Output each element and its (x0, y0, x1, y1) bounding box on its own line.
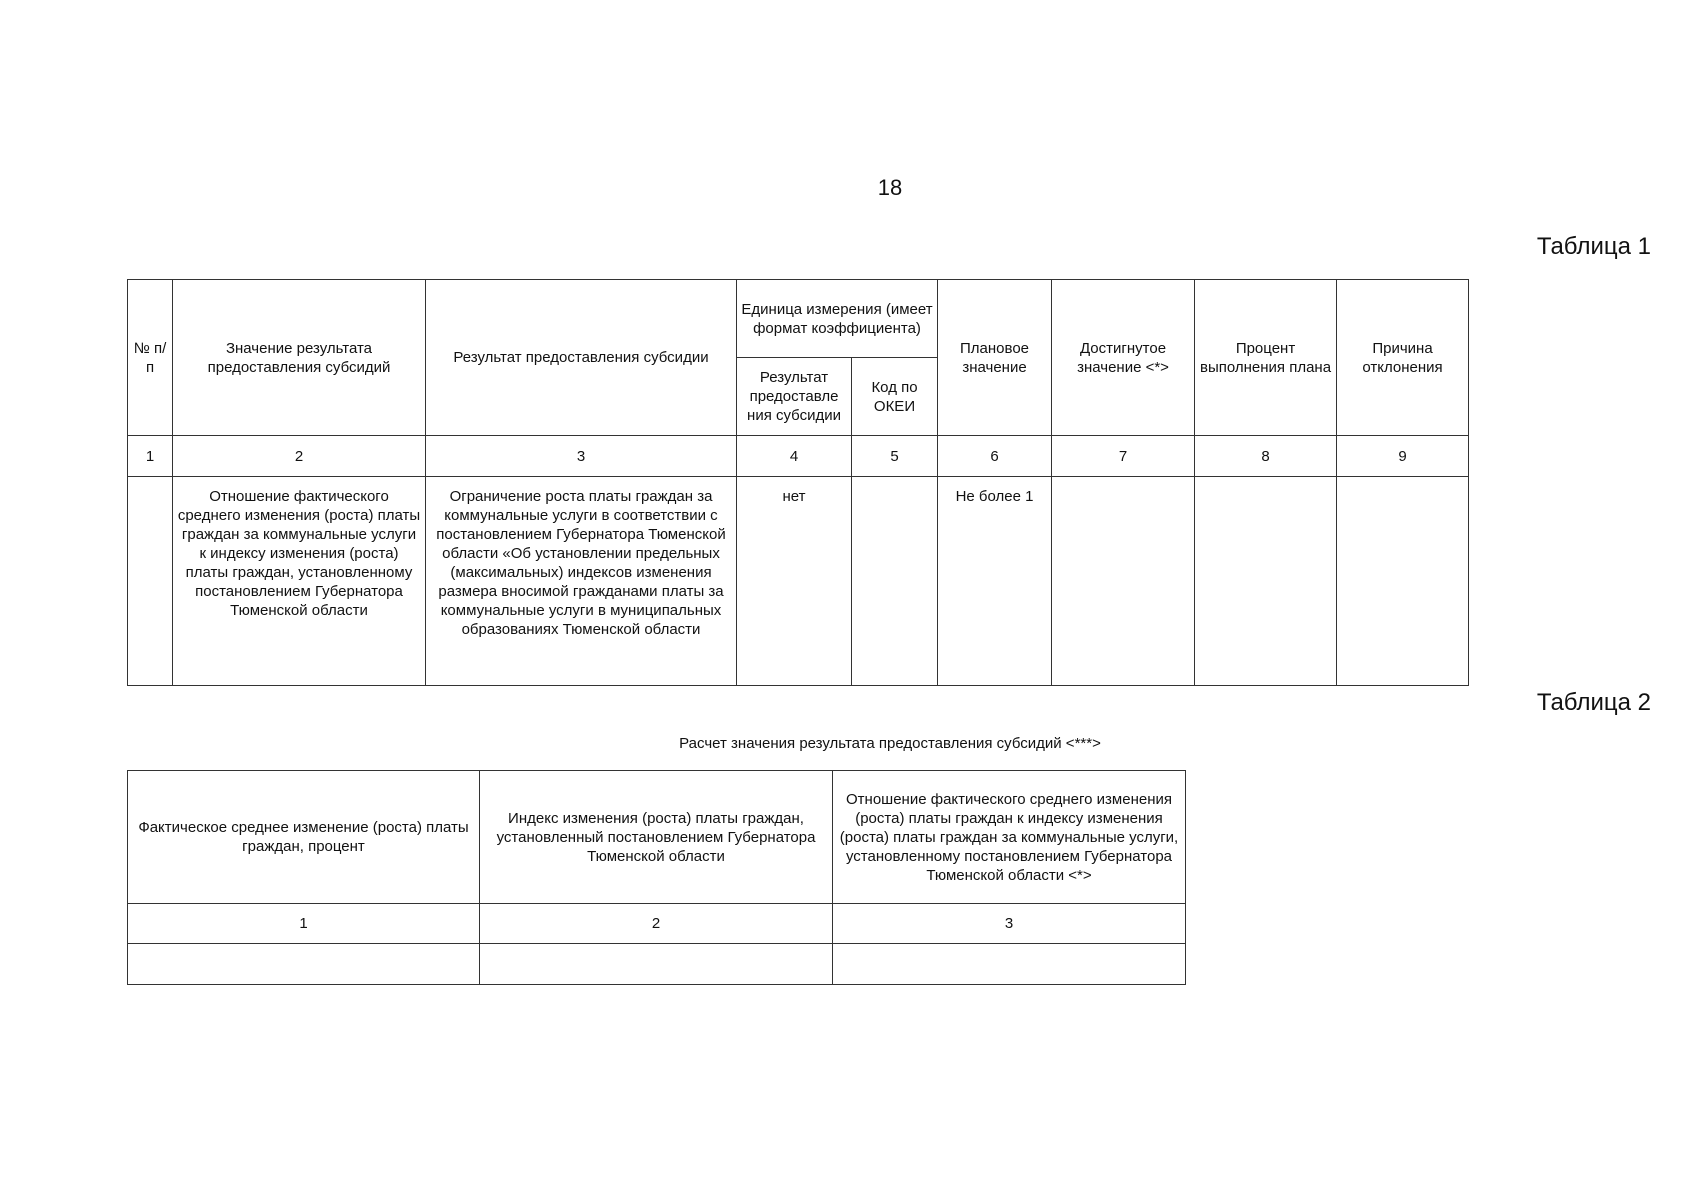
table2-cell (480, 944, 833, 985)
column-number: 8 (1195, 436, 1337, 477)
table2-cell (833, 944, 1186, 985)
column-number: 2 (480, 904, 833, 944)
header-reason: Причина отклонения (1337, 280, 1469, 436)
column-number: 2 (173, 436, 426, 477)
header-achieved: Достигнутое значение <*> (1052, 280, 1195, 436)
cell-unit-result: нет (737, 477, 852, 686)
cell-percent (1195, 477, 1337, 686)
column-number: 4 (737, 436, 852, 477)
table2-cell (128, 944, 480, 985)
header-unit: Единица измерения (имеет формат коэффициента) (737, 280, 938, 358)
table2-title: Расчет значения результата предоставления субсидий <***> (679, 735, 1101, 752)
table-row (128, 477, 1469, 686)
table2-header-row (128, 771, 1186, 904)
column-number: 6 (938, 436, 1052, 477)
cell-num (128, 477, 173, 686)
cell-unit-okei (852, 477, 938, 686)
table2-column-numbers-row (128, 904, 1186, 944)
header-plan: Плановое значение (938, 280, 1052, 436)
header-num: № п/п (128, 280, 173, 436)
header-value: Значение результата предоставления субсидий (173, 280, 426, 436)
table1-caption: Таблица 1 (1536, 233, 1651, 260)
column-number: 9 (1337, 436, 1469, 477)
column-number: 5 (852, 436, 938, 477)
cell-value: Отношение фактического среднего изменения (роста) платы граждан за коммунальные услуги к индексу изменения (роста) платы граждан, установленному постановлением Губернатора Тюменской области (173, 477, 426, 686)
header-unit-okei: Код по ОКЕИ (852, 358, 938, 436)
table2 (127, 770, 1186, 985)
table2-caption: Таблица 2 (1536, 689, 1651, 716)
cell-achieved (1052, 477, 1195, 686)
table2-header-actual-change: Фактическое среднее изменение (роста) платы граждан, процент (128, 771, 480, 904)
page-number: 18 (877, 175, 903, 200)
header-unit-result: Результат предоставле ния субсидии (737, 358, 852, 436)
column-number: 3 (426, 436, 737, 477)
column-number: 7 (1052, 436, 1195, 477)
table2-header-index: Индекс изменения (роста) платы граждан, установленный постановлением Губернатора Тюменской области (480, 771, 833, 904)
header-percent: Процент выполнения плана (1195, 280, 1337, 436)
column-number: 1 (128, 904, 480, 944)
cell-result: Ограничение роста платы граждан за коммунальные услуги в соответствии с постановлением Губернатора Тюменской области «Об установлении предельных (максимальных) индексов изменения размера вносимой гражданами платы за коммунальные услуги в муниципальных образованиях Тюменской области (426, 477, 737, 686)
column-number: 3 (833, 904, 1186, 944)
column-number: 1 (128, 436, 173, 477)
cell-plan: Не более 1 (938, 477, 1052, 686)
table1 (127, 279, 1469, 686)
header-result: Результат предоставления субсидии (426, 280, 737, 436)
column-numbers-row (128, 436, 1469, 477)
table-row (128, 944, 1186, 985)
cell-reason (1337, 477, 1469, 686)
table2-header-ratio: Отношение фактического среднего изменения (роста) платы граждан к индексу изменения (роста) платы граждан за коммунальные услуги, установленному постановлением Губернатора Тюменской области <*> (833, 771, 1186, 904)
